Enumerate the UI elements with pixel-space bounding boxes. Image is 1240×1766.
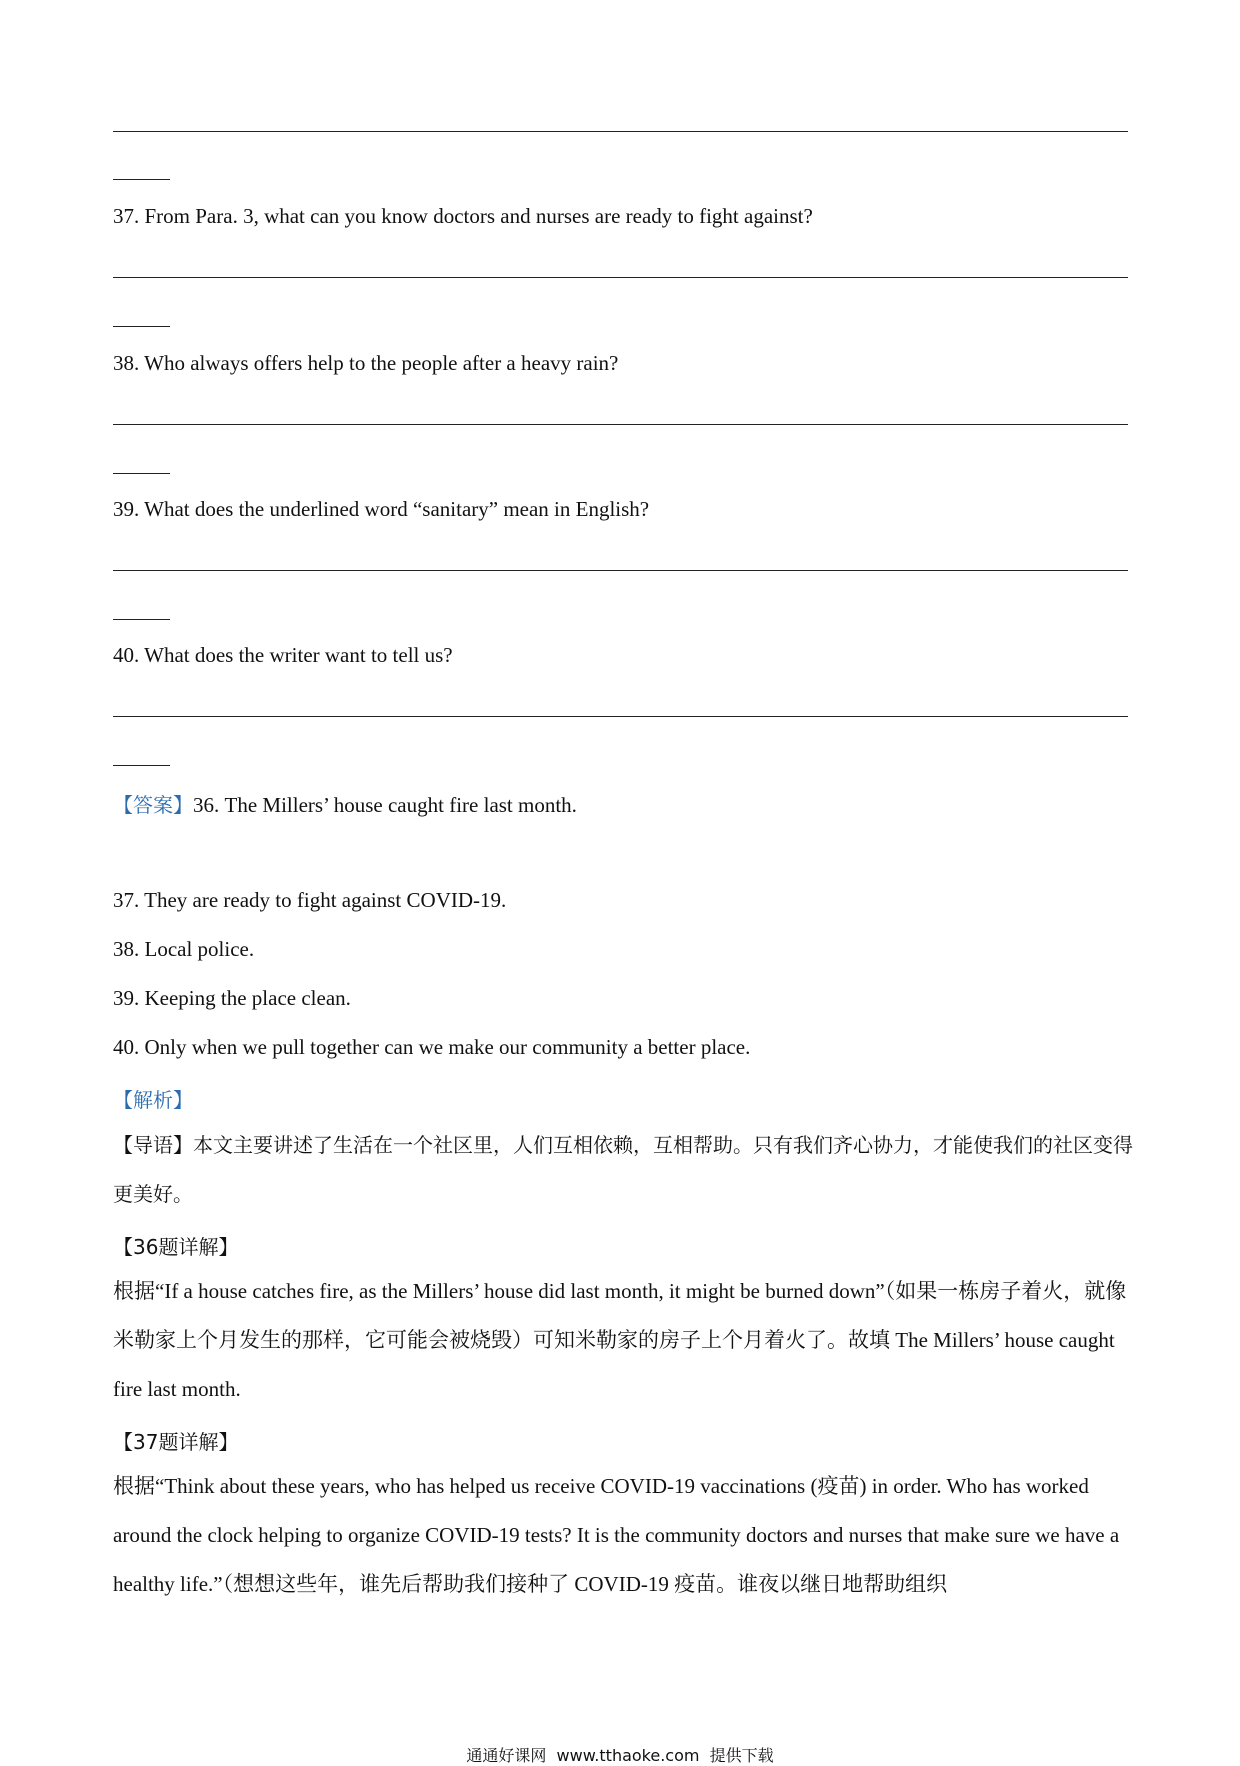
guide-label: 【导语】: [113, 1133, 193, 1157]
answer-line-end: [113, 619, 170, 620]
question-39: 39. What does the underlined word “sanitary” mean in English?: [113, 497, 650, 521]
page-footer: 通通好课网 www.tthaoke.com 提供下载: [466, 1746, 774, 1765]
question-38: 38. Who always offers help to the people after a heavy rain?: [113, 351, 619, 375]
answer-line-end: [113, 179, 170, 180]
guide-paragraph: [113, 1121, 1133, 1219]
answer-line: [113, 277, 1128, 278]
question-37: 37. From Para. 3, what can you know doctors and nurses are ready to fight against?: [113, 204, 813, 228]
answer-line: [113, 716, 1128, 717]
guide-text: 本文主要讲述了生活在一个社区里，人们互相依赖，互相帮助。只有我们齐心协力，才能使我们的社区变得更美好。: [113, 1133, 1133, 1206]
answer-label: 【答案】: [113, 793, 193, 817]
detail-37-text: 根据“Think about these years, who has helped us receive COVID-19 vaccinations (疫苗) in order. Who has worked around the clock helping to organize COVID-19 tests? It is the community doctors and nurses that make sure we have a healthy life.”（想想这些年，谁先后帮助我们接种了 COVID-19 疫苗。谁夜以继日地帮助组织: [113, 1474, 1120, 1596]
answer-line-end: [113, 473, 170, 474]
answer-36: 36. The Millers’ house caught fire last month.: [193, 793, 577, 817]
answer-38: 38. Local police.: [113, 937, 255, 961]
answer-39: 39. Keeping the place clean.: [113, 986, 351, 1010]
analysis-label: 【解析】: [113, 1088, 193, 1112]
detail-37-label: 【37题详解】: [113, 1430, 239, 1454]
answer-line-end: [113, 326, 170, 327]
question-40: 40. What does the writer want to tell us?: [113, 643, 453, 667]
answer-40: 40. Only when we pull together can we make our community a better place.: [113, 1035, 751, 1059]
answer-block: [113, 789, 577, 818]
answer-line: [113, 131, 1128, 132]
answer-line: [113, 570, 1128, 571]
answer-line: [113, 424, 1128, 425]
answer-37: 37. They are ready to fight against COVID-19.: [113, 888, 507, 912]
detail-36-text: 根据“If a house catches fire, as the Millers’ house did last month, it might be burned down”（如果一栋房子着火，就像米勒家上个月发生的那样，它可能会被烧毁）可知米勒家的房子上个月着火了。故填 The Millers’ house caught fire last month.: [113, 1279, 1127, 1401]
detail-36-label: 【36题详解】: [113, 1235, 239, 1259]
answer-line-end: [113, 765, 170, 766]
